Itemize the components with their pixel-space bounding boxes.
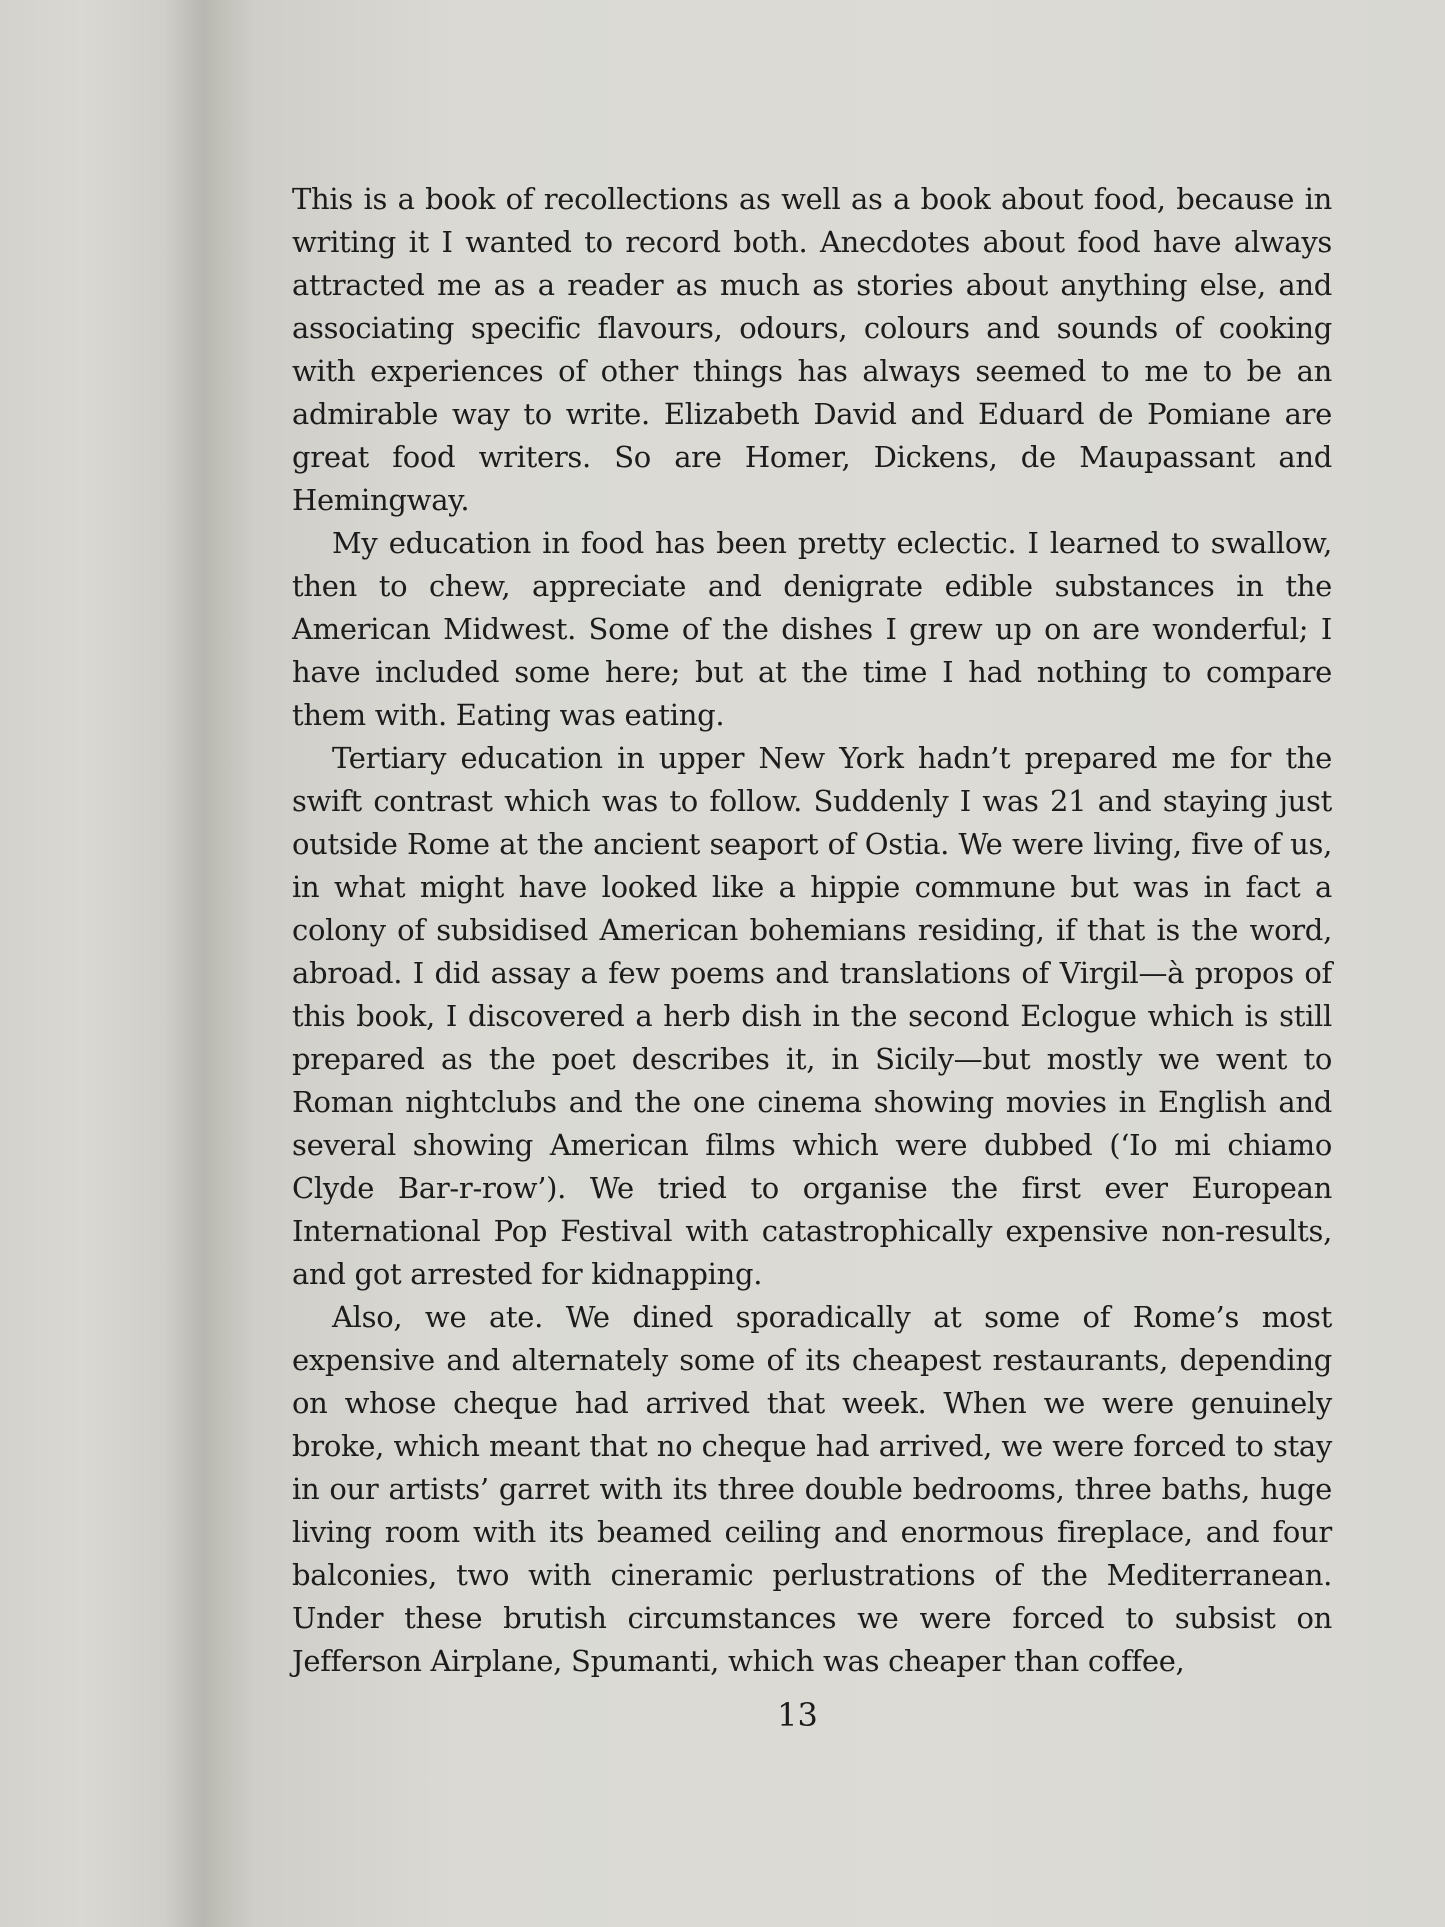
paragraph-3: Tertiary education in upper New York hadn’t prepared me for the swift contrast which was to follow. Suddenly I was 21 and staying just outside Rome at the ancient seaport of Ostia. We were living, five of us, in what might have looked like a hippie commune but was in fact a colony of subsidised American bohemians residing, if that is the word, abroad. I did assay a few poems and translations of Virgil—à propos of this book, I discovered a herb dish in the second Eclogue which is still prepared as the poet describes it, in Sicily—but mostly we went to Roman nightclubs and the one cinema showing movies in English and several showing American films which were dubbed (‘Io mi chiamo Clyde Bar-r-row’). We tried to organise the first ever European International Pop Festival with catastrophically expensive non-results, and got arrested for kidnapping. (292, 741, 1332, 1291)
facing-page-edge (0, 0, 205, 1927)
body-text (292, 178, 1332, 1683)
paragraph-2: My education in food has been pretty eclectic. I learned to swallow, then to chew, appreciate and denigrate edible substances in the American Midwest. Some of the dishes I grew up on are wonderful; I have included some here; but at the time I had nothing to compare them with. Eating was eating. (292, 526, 1332, 732)
page-number: 13 (777, 1696, 818, 1734)
paragraph-1: This is a book of recollections as well as a book about food, because in writing it I wanted to record both. Anecdotes about food have always attracted me as a reader as much as stories about anything else, and associating specific flavours, odours, colours and sounds of cooking with experiences of other things has always seemed to me to be an admirable way to write. Elizabeth David and Eduard de Pomiane are great food writers. So are Homer, Dickens, de Maupassant and Hemingway. (292, 182, 1332, 517)
paragraph-4: Also, we ate. We dined sporadically at some of Rome’s most expensive and alternately some of its cheapest restaurants, depending on whose cheque had arrived that week. When we were genuinely broke, which meant that no cheque had arrived, we were forced to stay in our artists’ garret with its three double bedrooms, three baths, huge living room with its beamed ceiling and enormous fireplace, and four balconies, two with cineramic perlustrations of the Mediterranean. Under these brutish circumstances we were forced to subsist on Jefferson Airplane, Spumanti, which was cheaper than coffee, (292, 1300, 1332, 1678)
